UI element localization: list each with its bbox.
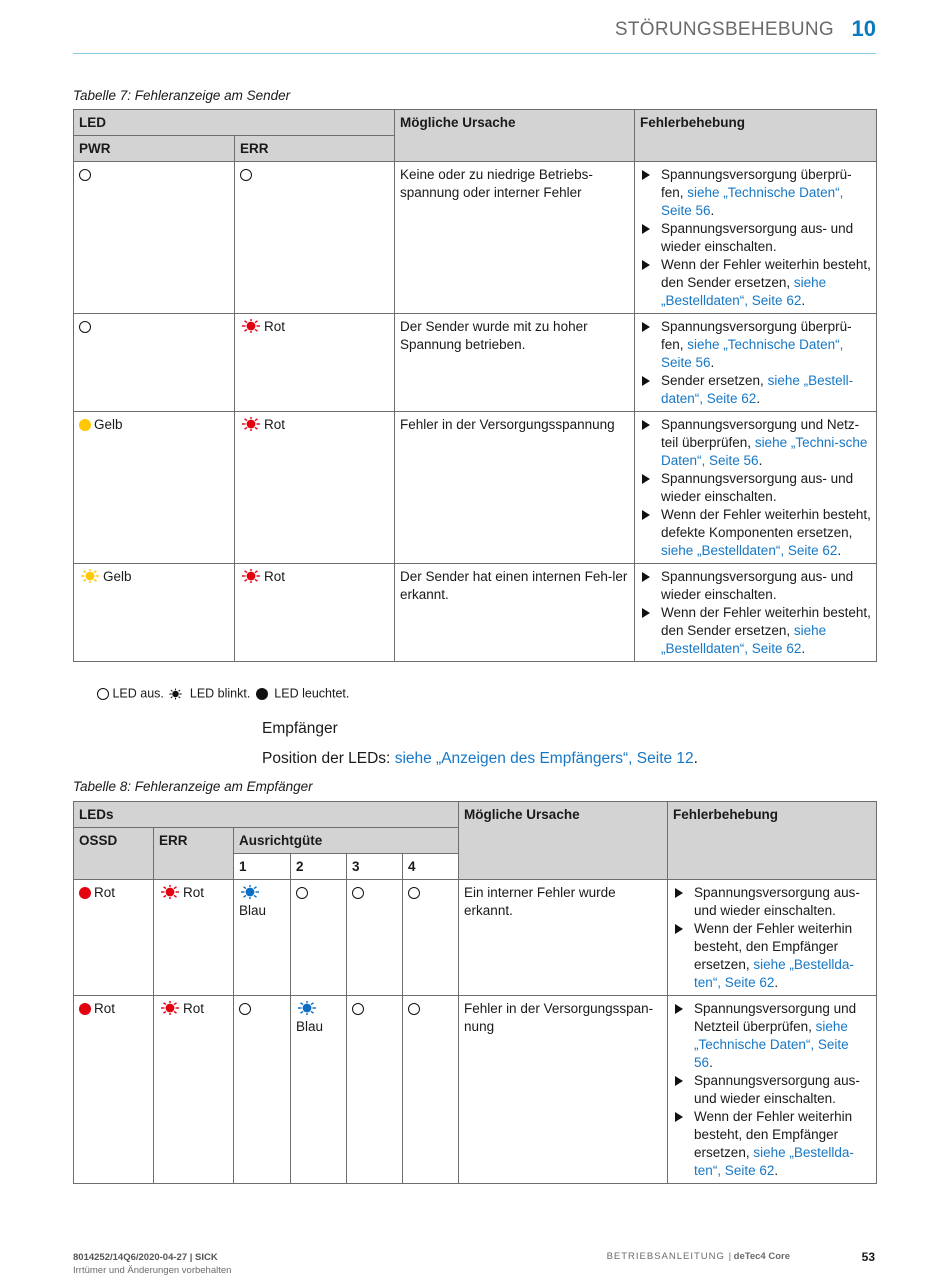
header-align-1: 1 bbox=[234, 854, 291, 880]
fix-list bbox=[640, 568, 871, 658]
led-off-icon bbox=[408, 887, 420, 899]
cross-reference-link[interactable]: siehe „Bestellda-ten“, Seite 62 bbox=[694, 1145, 854, 1178]
led-blink-icon bbox=[167, 687, 184, 701]
fix-list bbox=[640, 416, 871, 560]
header-align-3: 3 bbox=[347, 854, 403, 880]
footer-product: deTec4 Core bbox=[733, 1251, 790, 1262]
fix-item: Spannungsversorgung aus- und wieder einschalten. bbox=[640, 568, 871, 604]
led-color-label: Rot bbox=[264, 417, 286, 432]
led-off-icon bbox=[240, 169, 252, 181]
err-led-cell bbox=[235, 314, 395, 412]
led-color-label: Rot bbox=[183, 1001, 205, 1016]
led-blink-icon bbox=[240, 417, 262, 431]
alignment-4-led-cell bbox=[403, 996, 459, 1184]
footer-manual: BETRIEBSANLEITUNG bbox=[606, 1251, 725, 1262]
led-blink-icon bbox=[159, 885, 181, 899]
header-cause: Mögliche Ursache bbox=[459, 802, 668, 880]
page-number: 53 bbox=[861, 1250, 875, 1264]
cause-cell: Keine oder zu niedrige Betriebs-spannung oder interner Fehler bbox=[395, 162, 635, 314]
led-legend bbox=[97, 686, 349, 701]
table-row bbox=[74, 564, 877, 662]
led-color-label: Rot bbox=[264, 569, 286, 584]
alignment-2-led-cell bbox=[291, 880, 347, 996]
legend-on: LED leuchtet. bbox=[274, 686, 350, 701]
led-on-icon bbox=[256, 688, 268, 700]
fix-item: Spannungsversorgung aus- und wieder einschalten. bbox=[673, 1072, 871, 1108]
header-leds: LEDs bbox=[74, 802, 459, 828]
err-led-cell bbox=[235, 412, 395, 564]
arrow-icon bbox=[642, 510, 650, 520]
fix-cell bbox=[635, 162, 877, 314]
led-off-icon bbox=[79, 321, 91, 333]
arrow-icon bbox=[642, 376, 650, 386]
cross-reference-link[interactable]: siehe „Bestelldaten“, Seite 62 bbox=[661, 275, 827, 308]
fix-item: Spannungsversorgung und Netzteil überprüfen, siehe „Technische Daten“, Seite 56. bbox=[673, 1000, 871, 1072]
pwr-led-cell bbox=[74, 412, 235, 564]
fix-cell bbox=[635, 412, 877, 564]
table-row bbox=[74, 996, 877, 1184]
fix-list bbox=[673, 1000, 871, 1180]
cause-cell: Fehler in der Versorgungsspan-nung bbox=[459, 996, 668, 1184]
fix-list bbox=[640, 318, 871, 408]
legend-off: LED aus. bbox=[112, 686, 164, 701]
fix-item: Spannungsversorgung und Netz-teil überprüfen, siehe „Techni-sche Daten“, Seite 56. bbox=[640, 416, 871, 470]
fix-cell bbox=[668, 996, 877, 1184]
fix-item: Spannungsversorgung aus- und wieder einschalten. bbox=[640, 470, 871, 506]
fix-list bbox=[640, 166, 871, 310]
fix-item: Wenn der Fehler weiterhin besteht, den Empfänger ersetzen, siehe „Bestellda-ten“, Seite 62. bbox=[673, 920, 871, 992]
header-fix: Fehlerbehebung bbox=[635, 110, 877, 162]
fix-item: Wenn der Fehler weiterhin besteht, den Empfänger ersetzen, siehe „Bestellda-ten“, Seite 62. bbox=[673, 1108, 871, 1180]
ossd-led-cell bbox=[74, 880, 154, 996]
pwr-led-cell bbox=[74, 314, 235, 412]
cross-reference-link[interactable]: siehe „Techni-sche Daten“, Seite 56 bbox=[661, 435, 868, 468]
chapter-title: STÖRUNGSBEHEBUNG bbox=[614, 19, 834, 40]
err-led-cell bbox=[235, 162, 395, 314]
cross-reference-link[interactable]: siehe „Bestell-daten“, Seite 62 bbox=[661, 373, 854, 406]
led-off-icon bbox=[239, 1003, 251, 1015]
led-off-icon bbox=[352, 1003, 364, 1015]
cross-reference-link[interactable]: siehe „Bestelldaten“, Seite 62 bbox=[661, 543, 838, 558]
led-blink-icon bbox=[239, 885, 261, 899]
arrow-icon bbox=[642, 572, 650, 582]
page-header bbox=[73, 16, 876, 54]
table-row bbox=[74, 162, 877, 314]
fix-item: Spannungsversorgung aus- und wieder einschalten. bbox=[640, 220, 871, 256]
header-ossd: OSSD bbox=[74, 828, 154, 880]
cross-reference-link[interactable]: siehe „Bestelldaten“, Seite 62 bbox=[661, 623, 827, 656]
table8-caption: Tabelle 8: Fehleranzeige am Empfänger bbox=[73, 779, 313, 794]
pwr-led-cell bbox=[74, 162, 235, 314]
alignment-3-led-cell bbox=[347, 996, 403, 1184]
led-color-label: Gelb bbox=[103, 569, 132, 584]
fix-item: Sender ersetzen, siehe „Bestell-daten“, Seite 62. bbox=[640, 372, 871, 408]
arrow-icon bbox=[642, 170, 650, 180]
ossd-led-cell bbox=[74, 996, 154, 1184]
header-led: LED bbox=[74, 110, 395, 136]
led-blink-icon bbox=[240, 569, 262, 583]
arrow-icon bbox=[642, 474, 650, 484]
arrow-icon bbox=[675, 1004, 683, 1014]
led-on-icon bbox=[79, 1003, 91, 1015]
cross-reference-link[interactable]: siehe „Technische Daten“, Seite 56 bbox=[694, 1019, 849, 1070]
legend-blink: LED blinkt. bbox=[189, 686, 251, 701]
led-off-icon bbox=[296, 887, 308, 899]
led-on-icon bbox=[79, 419, 91, 431]
led-blink-icon bbox=[79, 569, 101, 583]
led-color-label: Rot bbox=[264, 319, 286, 334]
fix-item: Spannungsversorgung überprü-fen, siehe „Technische Daten“, Seite 56. bbox=[640, 318, 871, 372]
led-on-icon bbox=[79, 887, 91, 899]
cross-reference-link[interactable]: siehe „Bestellda-ten“, Seite 62 bbox=[694, 957, 854, 990]
pwr-led-cell bbox=[74, 564, 235, 662]
cause-cell: Der Sender hat einen internen Feh-ler erkannt. bbox=[395, 564, 635, 662]
arrow-icon bbox=[675, 924, 683, 934]
fix-item: Spannungsversorgung überprü-fen, siehe „Technische Daten“, Seite 56. bbox=[640, 166, 871, 220]
receiver-heading: Empfänger bbox=[262, 720, 338, 737]
arrow-icon bbox=[675, 1076, 683, 1086]
fix-item: Spannungsversorgung aus- und wieder einschalten. bbox=[673, 884, 871, 920]
arrow-icon bbox=[675, 1112, 683, 1122]
arrow-icon bbox=[642, 420, 650, 430]
header-pwr: PWR bbox=[74, 136, 235, 162]
header-align-4: 4 bbox=[403, 854, 459, 880]
arrow-icon bbox=[642, 608, 650, 618]
arrow-icon bbox=[642, 322, 650, 332]
alignment-1-led-cell bbox=[234, 996, 291, 1184]
led-off-icon bbox=[352, 887, 364, 899]
table-row bbox=[74, 412, 877, 564]
cross-reference-link[interactable]: siehe „Technische Daten“, Seite 56 bbox=[661, 185, 844, 218]
table8-receiver-errors bbox=[73, 801, 877, 1184]
header-err: ERR bbox=[154, 828, 234, 880]
led-color-label: Rot bbox=[183, 885, 205, 900]
footer-doc-id: 8014252/14Q6/2020-04-27 bbox=[73, 1252, 188, 1263]
header-cause: Mögliche Ursache bbox=[395, 110, 635, 162]
led-blink-icon bbox=[296, 1001, 318, 1015]
alignment-1-led-cell bbox=[234, 880, 291, 996]
receiver-position-link[interactable]: siehe „Anzeigen des Empfängers“, Seite 12 bbox=[394, 750, 694, 767]
arrow-icon bbox=[642, 260, 650, 270]
table7-caption: Tabelle 7: Fehleranzeige am Sender bbox=[73, 88, 291, 103]
err-led-cell bbox=[154, 880, 234, 996]
footer-disclaimer: Irrtümer und Änderungen vorbehalten bbox=[73, 1265, 232, 1276]
fix-cell bbox=[668, 880, 877, 996]
receiver-led-position: Position der LEDs: siehe „Anzeigen des Empfängers“, Seite 12. bbox=[262, 750, 698, 767]
fix-cell bbox=[635, 314, 877, 412]
led-off-icon bbox=[97, 688, 109, 700]
fix-item: Wenn der Fehler weiterhin besteht, den Sender ersetzen, siehe „Bestelldaten“, Seite 62. bbox=[640, 604, 871, 658]
fix-item: Wenn der Fehler weiterhin besteht, den Sender ersetzen, siehe „Bestelldaten“, Seite 62. bbox=[640, 256, 871, 310]
table7-sender-errors bbox=[73, 109, 877, 662]
alignment-2-led-cell bbox=[291, 996, 347, 1184]
cause-cell: Der Sender wurde mit zu hoher Spannung betrieben. bbox=[395, 314, 635, 412]
arrow-icon bbox=[675, 888, 683, 898]
cause-cell: Ein interner Fehler wurde erkannt. bbox=[459, 880, 668, 996]
footer-brand: SICK bbox=[195, 1252, 218, 1263]
chapter-number: 10 bbox=[851, 16, 876, 41]
led-color-label: Gelb bbox=[94, 417, 123, 432]
fix-list bbox=[673, 884, 871, 992]
fix-cell bbox=[635, 564, 877, 662]
header-alignment: Ausrichtgüte bbox=[234, 828, 459, 854]
led-color-label: Blau bbox=[296, 1019, 324, 1034]
led-color-label: Rot bbox=[94, 885, 116, 900]
table-row bbox=[74, 880, 877, 996]
led-color-label: Blau bbox=[239, 903, 267, 918]
header-fix: Fehlerbehebung bbox=[668, 802, 877, 880]
alignment-3-led-cell bbox=[347, 880, 403, 996]
header-err: ERR bbox=[235, 136, 395, 162]
footer-left: 8014252/14Q6/2020-04-27 | SICK Irrtümer und Änderungen vorbehalten bbox=[73, 1252, 232, 1276]
err-led-cell bbox=[235, 564, 395, 662]
footer-right: BETRIEBSANLEITUNG | deTec4 Core bbox=[606, 1251, 790, 1262]
led-blink-icon bbox=[159, 1001, 181, 1015]
led-off-icon bbox=[79, 169, 91, 181]
led-color-label: Rot bbox=[94, 1001, 116, 1016]
cause-cell: Fehler in der Versorgungsspannung bbox=[395, 412, 635, 564]
fix-item: Wenn der Fehler weiterhin besteht, defekte Komponenten ersetzen, siehe „Bestelldaten“, Seite 62. bbox=[640, 506, 871, 560]
alignment-4-led-cell bbox=[403, 880, 459, 996]
led-off-icon bbox=[408, 1003, 420, 1015]
table-row bbox=[74, 314, 877, 412]
err-led-cell bbox=[154, 996, 234, 1184]
arrow-icon bbox=[642, 224, 650, 234]
led-blink-icon bbox=[240, 319, 262, 333]
header-align-2: 2 bbox=[291, 854, 347, 880]
cross-reference-link[interactable]: siehe „Technische Daten“, Seite 56 bbox=[661, 337, 844, 370]
